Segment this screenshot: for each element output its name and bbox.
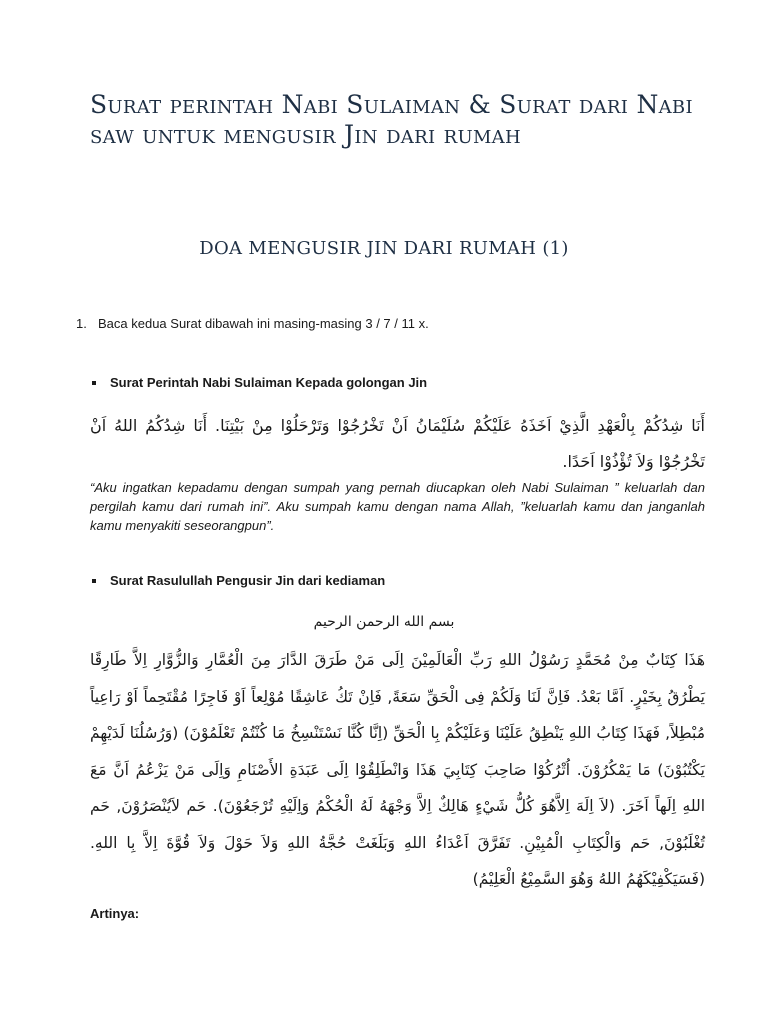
bullet-surat-rasulullah bbox=[92, 573, 385, 588]
artinya-label: Artinya: bbox=[90, 906, 140, 921]
bismillah-text: بسم الله الرحمن الرحيم bbox=[313, 614, 455, 630]
document-title: Surat perintah Nabi Sulaiman & Surat dari Nabi saw untuk mengusir Jin dari rumah bbox=[90, 90, 693, 149]
bullet-label: Surat Rasulullah Pengusir Jin dari kediaman bbox=[110, 573, 386, 588]
instruction-text: Baca kedua Surat dibawah ini masing-masing 3 / 7 / 11 x. bbox=[98, 316, 429, 331]
arabic-text-sulaiman: أَنَا شِدُكُمْ بِالْعَهْدِ الَّذِيْ اَخَذَهُ عَلَيْكُمْ سُلَيْمَانُ اَنْ تَخْرُجُوْا وَتَرْحَلُوْا مِنْ بَيْتِنَا. أَنَا شِدُكُمُ اللهُ اَنْ تَخْرُجُوْا وَلاَ تُؤْذُوْا اَحَدًا. bbox=[90, 416, 705, 471]
bullet-label: Surat Perintah Nabi Sulaiman Kepada golongan Jin bbox=[110, 375, 428, 390]
list-number: 1. bbox=[76, 316, 87, 331]
bullet-surat-sulaiman bbox=[92, 375, 427, 390]
bullet-square-icon bbox=[92, 381, 96, 385]
section-heading: DOA MENGUSIR JIN DARI RUMAH (1) bbox=[199, 238, 569, 259]
bullet-square-icon bbox=[92, 579, 96, 583]
translation-text: “Aku ingatkan kepadamu dengan sumpah yang pernah diucapkan oleh Nabi Sulaiman ” keluarlah dan pergilah kamu dari rumah ini”. Aku sumpah kamu dengan nama Allah, ”keluarlah kamu dan janganlah kamu menyakiti seseorangpun”. bbox=[90, 480, 705, 533]
instruction-item bbox=[76, 316, 429, 331]
arabic-text-rasulullah: هَذَا كِتَابٌ مِنْ مُحَمَّدٍ رَسُوْلُ اللهِ رَبِّ الْعَالَمِيْنَ اِلَى مَنْ طَرَقَ الدَّارَ مِنَ الْعُمَّارِ وَالزُّوَّارِ اِلاَّ طَارِقًا يَطْرُقُ بِخَيْرٍ. اَمَّا بَعْدُ. فَاِنَّ لَنَا وَلَكُمْ فِى الْحَقِّ سَعَةً, فَاِنْ تَكُ عَاشِقًا مُوْلِعاً اَوْ فَاجِرًا مُقْتَحِماً اَوْ رَاعِياً مُبْطِلاً, فَهَذَا كِتَابُ اللهِ يَنْطِقُ عَلَيْنَا وَعَلَيْكُمْ بِا الْحَقِّ (اِنَّا كُنَّا نَسْتَنْسِخُ مَا كُنْتُمْ تَعْلَمُوْنَ) (وَرُسُلُنَا لَدَيْهِمْ يَكْتُبُوْنَ) مَا يَمْكُرُوْنَ. اُتْرُكُوْا صَاحِبَ كِتَابِيَ هَذَا وَانْطَلِقُوْا اِلَى عَبَدَةِ الأَصْنَامِ وَاِلَى مَنْ يَزْعُمُ اَنَّ مَعَ اللهِ اِلَهاً اَخَرَ. (لاَ اِلَهَ اِلاَّهُوَ كُلُّ شَيْءٍ هَالِكٌ اِلاَّ وَجْهَهُ لَهُ الْحُكْمُ وَاِلَيْهِ تُرْجَعُوْنَ). حَم لاَيُنْصَرُوْنَ, حَم تُغْلَبُوْنَ, حَم وَالْكِتَابِ الْمُبِيْنِ. تَفَرَّقَ اَعْدَاءُ اللهِ وَبَلَغَتْ حُجَّةُ اللهِ وَلاَ حَوْلَ وَلاَ قُوَّةَ اِلاَّ بِا اللهِ. (فَسَيَكْفِيْكَهُمُ اللهُ وَهُوَ السَّمِيْعُ الْعَلِيْمُ) bbox=[90, 651, 705, 888]
